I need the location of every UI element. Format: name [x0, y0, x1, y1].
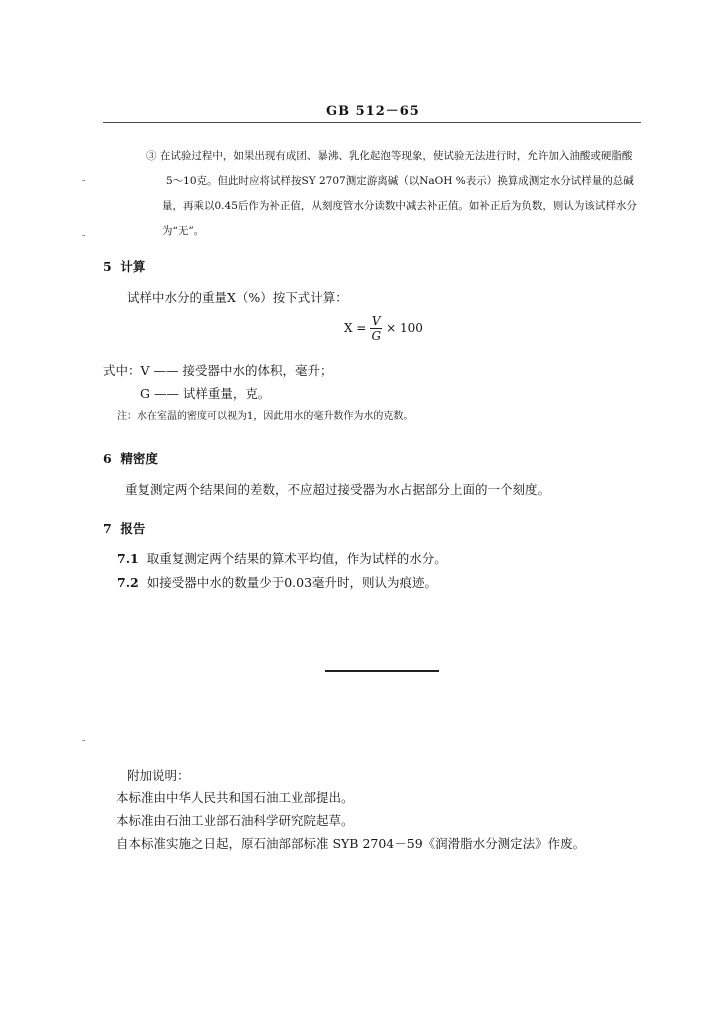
section-5-intro: 试样中水分的重量X（%）按下式计算： [127, 290, 348, 305]
appendix-line-3: 自本标准实施之日起，原石油部部标准 SYB 2704－59《润滑脂水分测定法》作废。 [116, 836, 586, 851]
var-v-definition: V —— 接受器中水的体积，毫升； [140, 363, 333, 378]
note-3-paragraph [146, 144, 641, 244]
item-7-2-number: 7.2 [117, 575, 139, 590]
scan-mark [82, 235, 85, 236]
item-7-1-number: 7.1 [117, 551, 139, 566]
formula-fraction [370, 314, 382, 343]
note-3-marker: ③ [146, 150, 157, 162]
section-5-note: 注：水在室温的密度可以视为1，因此用水的毫升数作为水的克数。 [117, 411, 414, 422]
var-g-definition: G —— 试样重量，克。 [140, 386, 271, 401]
water-content-formula [344, 314, 423, 343]
note-3-line-3: 量，再乘以0.45后作为补正值，从刻度管水分读数中减去补正值。如补正后为负数，则认为该试样水分 [162, 200, 637, 212]
formula-rhs: × 100 [386, 321, 423, 335]
item-7-1-text: 取重复测定两个结果的算术平均值，作为试样的水分。 [146, 551, 447, 566]
section-5-title: 计算 [120, 259, 146, 274]
section-7-title: 报告 [120, 521, 146, 536]
section-6-text: 重复测定两个结果间的差数，不应超过接受器为水占据部分上面的一个刻度。 [125, 482, 551, 497]
appendix-title: 附加说明： [127, 768, 190, 783]
section-7-2 [117, 573, 437, 591]
where-v-line [103, 361, 333, 379]
scan-mark [82, 180, 85, 181]
note-3-line-2: 5～10克。但此时应将试样按SY 2707测定游离碱（以NaOH %表示）换算成测定水分试样量的总碱 [166, 175, 634, 187]
scan-mark [82, 740, 85, 741]
note-3-line-4: 为“无”。 [162, 225, 205, 237]
section-6-title: 精密度 [120, 451, 158, 466]
item-7-2-text: 如接受器中水的数量少于0.03毫升时，则认为痕迹。 [146, 575, 438, 590]
section-5-number: 5 [103, 259, 112, 274]
appendix-line-1: 本标准由中华人民共和国石油工业部提出。 [116, 790, 354, 805]
formula-numerator: V [371, 314, 381, 328]
section-5-heading [103, 257, 145, 275]
note-3-text-1: 在试验过程中，如果出现有成团、暴沸、乳化起泡等现象，使试验无法进行时，允许加入油酸或硬脂酸 [159, 150, 633, 162]
appendix-line-2: 本标准由石油工业部石油科学研究院起草。 [116, 813, 354, 828]
formula-lhs: X = [344, 321, 367, 335]
section-7-heading [103, 519, 145, 537]
header-rule [103, 122, 641, 123]
section-7-number: 7 [103, 521, 112, 536]
section-7-1 [117, 549, 447, 567]
note-3-line-1 [146, 144, 641, 169]
standard-code: GB 512－65 [326, 104, 420, 119]
where-label: 式中： [103, 363, 141, 378]
formula-denominator: G [371, 329, 382, 343]
section-6-heading [103, 449, 158, 467]
end-of-standard-rule [325, 670, 439, 672]
section-6-number: 6 [103, 451, 112, 466]
